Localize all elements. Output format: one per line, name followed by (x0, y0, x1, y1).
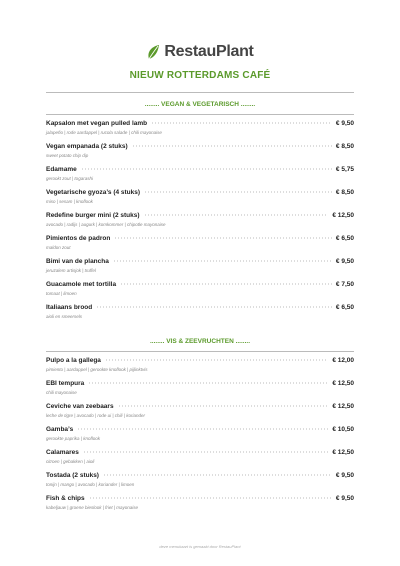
item-price: € 6,50 (335, 304, 354, 311)
dot-leader (144, 211, 329, 216)
menu-item (46, 143, 354, 163)
item-description: gerookte paprika | knoflook (46, 436, 100, 441)
menu-item (46, 426, 354, 446)
leaf-icon (146, 44, 160, 60)
section-divider-vis (46, 351, 354, 352)
dot-leader (120, 280, 332, 285)
dot-leader (105, 356, 328, 361)
item-description: kabeljauw | groene bieslook | friet | mayonaise (46, 505, 139, 510)
item-price: € 9,50 (335, 472, 354, 479)
item-price: € 5,75 (335, 166, 354, 173)
item-name: Pulpo a la gallega (46, 357, 101, 364)
item-description: chili mayonaise (46, 390, 77, 395)
menu-item (46, 258, 354, 278)
menu-item (46, 403, 354, 423)
dot-leader (151, 119, 332, 124)
dot-leader (113, 257, 332, 262)
menu-item (46, 235, 354, 255)
dot-leader (81, 165, 332, 170)
item-name: Vegetarische gyoza’s (4 stuks) (46, 189, 141, 196)
logo (0, 42, 400, 62)
menu-item (46, 495, 354, 515)
item-price: € 12,00 (332, 357, 354, 364)
item-description: jalapeño | rode aardappel | rucola salade | chili mayonaise (46, 130, 162, 135)
menu-item (46, 472, 354, 492)
dot-leader (89, 494, 332, 499)
item-name: Gamba’s (46, 426, 74, 433)
item-name: Fish & chips (46, 495, 85, 502)
item-name: Bimi van de plancha (46, 258, 109, 265)
menu-item (46, 166, 354, 186)
menu-item (46, 212, 354, 232)
item-price: € 9,50 (335, 120, 354, 127)
item-name: Italiaans brood (46, 304, 93, 311)
item-price: € 7,50 (335, 281, 354, 288)
item-description: leche de tigre | avocado | rode ui | chili | koriander (46, 413, 145, 418)
item-price: € 9,50 (335, 258, 354, 265)
item-price: € 9,50 (335, 495, 354, 502)
item-name: EBI tempura (46, 380, 85, 387)
section-title-vis: ........ VIS & ZEEVRUCHTEN ........ (149, 338, 251, 345)
section-divider-vegan (46, 114, 354, 115)
item-name: Edamame (46, 166, 77, 173)
item-name: Tostada (2 stuks) (46, 472, 99, 479)
item-price: € 12,50 (332, 403, 354, 410)
menu-item (46, 357, 354, 377)
menu-item (46, 449, 354, 469)
dot-leader (88, 379, 328, 384)
item-price: € 8,50 (335, 189, 354, 196)
dot-leader (114, 234, 332, 239)
dot-leader (77, 425, 328, 430)
item-description: tomaat | limoen (46, 291, 77, 296)
dot-leader (83, 448, 328, 453)
item-description: citroen | gebakken | aioli (46, 459, 95, 464)
page-title: NIEUW ROTTERDAMS CAFÉ (129, 70, 271, 81)
item-description: tonijn | mango | avocado | koriander | limoen (46, 482, 135, 487)
item-name: Vegan empanada (2 stuks) (46, 143, 128, 150)
logo-text: RestauPlant (164, 43, 254, 60)
footer-note: deze menukaart is gemaakt door RestauPlant (159, 544, 241, 549)
menu-item (46, 120, 354, 140)
item-description: aioli en smeersels (46, 314, 83, 319)
menu-item (46, 380, 354, 400)
item-description: maldon zout (46, 245, 71, 250)
menu-item (46, 189, 354, 209)
item-price: € 6,50 (335, 235, 354, 242)
item-description: avocado | radijs | augurk | komkommer | chipotle mayonaise (46, 222, 166, 227)
item-description: gerookt zout | togarashi (46, 176, 93, 181)
menu-item (46, 304, 354, 324)
section-title-vegan: ........ VEGAN & VEGETARISCH ........ (144, 101, 256, 108)
item-description: pimiento | aardappel | gerookte knoflook | pijlinktvis (46, 367, 148, 372)
item-name: Guacamole met tortilla (46, 281, 117, 288)
item-description: miso | sesam | knoflook (46, 199, 93, 204)
dot-leader (96, 303, 332, 308)
dot-leader (132, 142, 332, 147)
item-name: Pimientos de padron (46, 235, 111, 242)
item-description: jeruzalem artisjok | truffel (46, 268, 96, 273)
item-price: € 10,50 (332, 426, 354, 433)
item-price: € 12,50 (332, 212, 354, 219)
title-divider (46, 92, 354, 93)
item-price: € 8,50 (335, 143, 354, 150)
item-name: Redefine burger mini (2 stuks) (46, 212, 140, 219)
item-name: Kapsalon met vegan pulled lamb (46, 120, 148, 127)
item-description: sweet potato chip dip (46, 153, 89, 158)
menu-item (46, 281, 354, 301)
dot-leader (103, 471, 332, 476)
item-price: € 12,50 (332, 449, 354, 456)
item-name: Ceviche van zeebaars (46, 403, 114, 410)
dot-leader (144, 188, 332, 193)
item-name: Calamares (46, 449, 79, 456)
item-price: € 12,50 (332, 380, 354, 387)
dot-leader (118, 402, 329, 407)
